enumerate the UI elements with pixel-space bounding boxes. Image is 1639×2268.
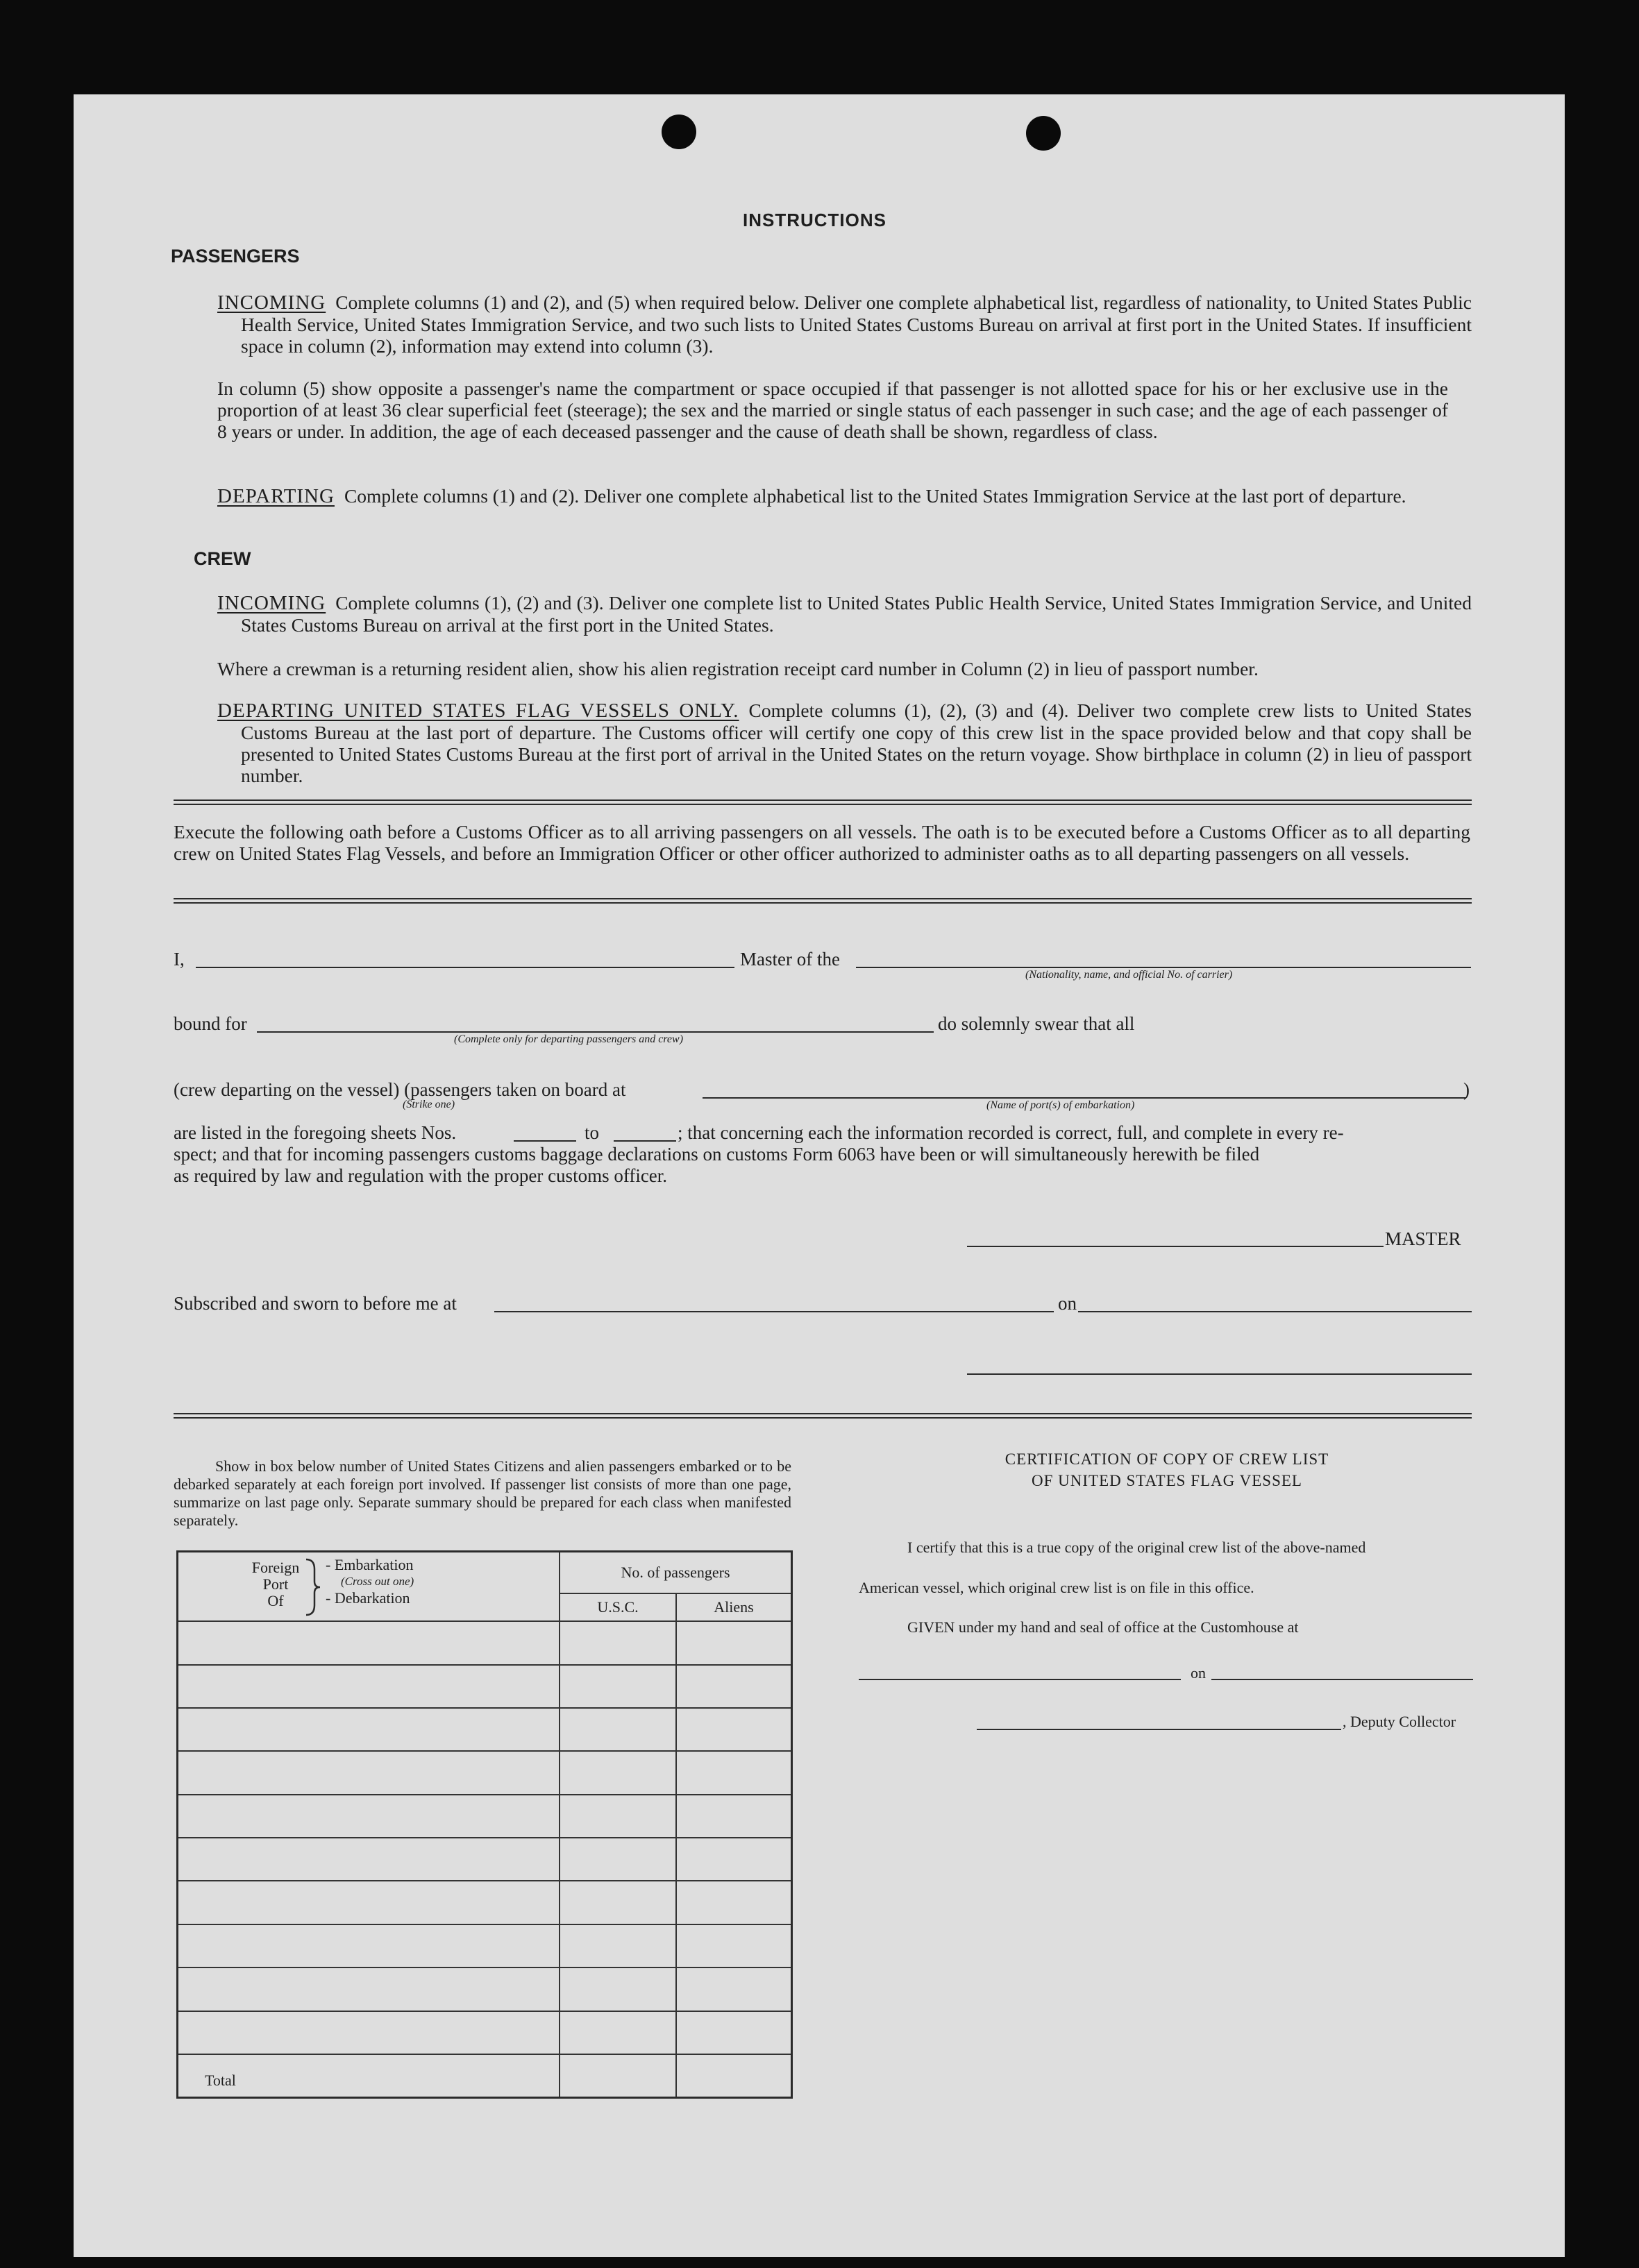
passenger-summary-table: [176, 1550, 793, 2099]
port-cell[interactable]: [178, 1665, 560, 1708]
carrier-caption: (Nationality, name, and official No. of carrier): [1025, 969, 1233, 981]
table-row: [178, 1751, 792, 1794]
punch-hole-right: [1026, 116, 1061, 151]
port-header-cell: [178, 1552, 560, 1622]
subscribed-label: Subscribed and sworn to before me at: [174, 1293, 457, 1314]
brace-icon: [303, 1558, 323, 1616]
aliens-cell[interactable]: [676, 1708, 792, 1751]
ports-embarkation-field[interactable]: [703, 1097, 1466, 1099]
total-label: Total: [178, 2054, 560, 2097]
usc-header: U.S.C.: [560, 1593, 676, 1621]
american-vessel-text: American vessel, which original crew list is on file in this office.: [859, 1579, 1254, 1596]
sworn-date-field[interactable]: [1078, 1311, 1472, 1312]
table-row: [178, 1838, 792, 1881]
certification-title-line-2: OF UNITED STATES FLAG VESSEL: [1032, 1472, 1302, 1489]
sheets-text: ; that concerning each the information recorded is correct, full, and complete in every re-: [678, 1122, 1344, 1143]
master-label: MASTER: [1385, 1228, 1461, 1249]
oath-intro: Execute the following oath before a Customs Officer as to all arriving passengers on all vessels. The oath is to be executed before a Customs Officer as to all departing crew on United States Flag Vessels, and before an Immigration Officer or other officer authorized to administer oaths as to all departing passengers on all vessels.: [174, 821, 1470, 864]
certification-on-label: on: [1191, 1664, 1206, 1682]
aliens-cell[interactable]: [676, 1795, 792, 1838]
port-cell[interactable]: [178, 2011, 560, 2054]
given-text: GIVEN under my hand and seal of office at the Customhouse at: [907, 1618, 1299, 1636]
foreign-label: Foreign: [251, 1559, 300, 1576]
sworn-on-label: on: [1058, 1293, 1077, 1314]
crew-incoming-text: Complete columns (1), (2) and (3). Deliver one complete list to United States Public Health Service, United States Immigration Service, and United States Customs Bureau on arrival at the first port in the United States.: [241, 592, 1472, 636]
oath-i-label: I,: [174, 949, 185, 970]
of-label: Of: [267, 1592, 284, 1609]
aliens-cell[interactable]: [676, 1751, 792, 1794]
usc-cell[interactable]: [560, 1708, 676, 1751]
usc-cell[interactable]: [560, 1795, 676, 1838]
cross-out-caption: (Cross out one): [341, 1575, 414, 1588]
usc-cell[interactable]: [560, 1838, 676, 1881]
aliens-header: Aliens: [676, 1593, 792, 1621]
crew-resident-paragraph: Where a crewman is a returning resident alien, show his alien registration receipt card number in Column (2) in lieu of passport number.: [217, 658, 1259, 679]
sheets-text-3: as required by law and regulation with the proper customs officer.: [174, 1165, 668, 1186]
punch-hole-left: [662, 115, 696, 149]
complete-only-caption: (Complete only for departing passengers and crew): [454, 1033, 684, 1045]
table-row: [178, 1881, 792, 1924]
table-row: [178, 1795, 792, 1838]
section-divider: [174, 799, 1472, 805]
deputy-collector-label: , Deputy Collector: [1343, 1713, 1456, 1730]
sheets-to-label: to: [585, 1122, 600, 1143]
certify-text: I certify that this is a true copy of the original crew list of the above-named: [907, 1539, 1366, 1556]
sheets-label: are listed in the foregoing sheets Nos.: [174, 1122, 457, 1143]
master-signature-field[interactable]: [967, 1246, 1384, 1247]
total-row: [178, 2054, 792, 2097]
total-aliens-cell[interactable]: [676, 2054, 792, 2097]
port-cell[interactable]: [178, 1838, 560, 1881]
table-row: [178, 1708, 792, 1751]
carrier-field[interactable]: [856, 967, 1471, 968]
port-label: Port: [262, 1575, 289, 1593]
crew-departing-label: DEPARTING UNITED STATES FLAG VESSELS ONLY.: [217, 700, 739, 722]
certification-title: [872, 1448, 1462, 1491]
crew-heading: CREW: [194, 548, 251, 569]
aliens-cell[interactable]: [676, 1924, 792, 1967]
port-cell[interactable]: [178, 1708, 560, 1751]
officer-signature-field[interactable]: [967, 1373, 1472, 1375]
passengers-incoming-paragraph: [217, 291, 1472, 357]
master-of-label: Master of the: [740, 949, 840, 970]
sheet-from-field[interactable]: [514, 1140, 576, 1142]
crew-incoming-paragraph: [217, 592, 1472, 636]
sworn-place-field[interactable]: [494, 1311, 1054, 1312]
bound-for-label: bound for: [174, 1013, 247, 1034]
port-cell[interactable]: [178, 1795, 560, 1838]
deputy-collector-signature[interactable]: [977, 1729, 1341, 1730]
table-row: [178, 1665, 792, 1708]
crew-departing-text: Complete columns (1), (2), (3) and (4). Deliver two complete crew lists to United States Customs Bureau at the last port of departure. The Customs officer will certify one copy of this crew list in the space provided below and that copy shall be presented to United States Customs Bureau at the first port of arrival in the United States on the return voyage. Show birthplace in column (2) in lieu of passport number.: [241, 700, 1472, 786]
usc-cell[interactable]: [560, 1967, 676, 2011]
aliens-cell[interactable]: [676, 1621, 792, 1664]
master-name-field[interactable]: [196, 967, 734, 968]
passengers-departing-paragraph: [217, 485, 1472, 507]
section-divider: [174, 1413, 1472, 1419]
crew-incoming-label: INCOMING: [217, 592, 326, 614]
close-paren: ): [1463, 1079, 1470, 1100]
table-row: [178, 1621, 792, 1664]
usc-cell[interactable]: [560, 1665, 676, 1708]
crew-departing-paragraph: [217, 700, 1472, 786]
section-divider: [174, 898, 1472, 904]
usc-cell[interactable]: [560, 1621, 676, 1664]
solemnly-swear-text: do solemnly swear that all: [938, 1013, 1135, 1034]
certification-title-line-1: CERTIFICATION OF COPY OF CREW LIST: [1005, 1450, 1329, 1468]
passengers-departing-text: Complete columns (1) and (2). Deliver one complete alphabetical list to the United States Immigration Service at the last port of departure.: [344, 485, 1406, 507]
crew-passengers-text: (crew departing on the vessel) (passengers taken on board at: [174, 1079, 626, 1100]
usc-cell[interactable]: [560, 1881, 676, 1924]
sheet-to-field[interactable]: [614, 1140, 676, 1142]
total-usc-cell[interactable]: [560, 2054, 676, 2097]
ports-caption: (Name of port(s) of embarkation): [986, 1099, 1135, 1111]
customhouse-field[interactable]: [859, 1679, 1181, 1680]
usc-cell[interactable]: [560, 1924, 676, 1967]
port-cell[interactable]: [178, 1924, 560, 1967]
debarkation-option[interactable]: - Debarkation: [326, 1589, 410, 1607]
aliens-cell[interactable]: [676, 1881, 792, 1924]
aliens-cell[interactable]: [676, 1967, 792, 2011]
port-cell[interactable]: [178, 1751, 560, 1794]
port-cell[interactable]: [178, 1967, 560, 2011]
table-row: [178, 1924, 792, 1967]
summary-instructions: Show in box below number of United States Citizens and alien passengers embarked or to be debarked separately at each foreign port involved. If passenger list consists of more than one page, summarize on last page only. Separate summary should be prepared for each class when manifested separately.: [174, 1457, 791, 1529]
usc-cell[interactable]: [560, 1751, 676, 1794]
aliens-cell[interactable]: [676, 2011, 792, 2054]
column5-paragraph: In column (5) show opposite a passenger's name the compartment or space occupied if that passenger is not allotted space for his or her exclusive use in the proportion of at least 36 clear superficial feet (steerage); the sex and the married or single status of each passenger in such case; and the age of each passenger of 8 years or under. In addition, the age of each deceased passenger and the cause of death shall be shown, regardless of class.: [217, 378, 1448, 442]
passengers-departing-label: DEPARTING: [217, 485, 335, 507]
usc-cell[interactable]: [560, 2011, 676, 2054]
bound-for-field[interactable]: [257, 1031, 934, 1033]
sheets-text-2: spect; and that for incoming passengers customs baggage declarations on customs Form 6063 have been or will simultaneously herewith be filed: [174, 1144, 1260, 1165]
passengers-incoming-text: Complete columns (1) and (2), and (5) when required below. Deliver one complete alphabetical list, regardless of nationality, to United States Public Health Service, United States Immigration Service, and two such lists to United States Customs Bureau on arrival at first port in the United States. If insufficient space in column (2), information may extend into column (3).: [241, 291, 1472, 357]
port-cell[interactable]: [178, 1881, 560, 1924]
aliens-cell[interactable]: [676, 1665, 792, 1708]
embarkation-option[interactable]: - Embarkation: [326, 1556, 414, 1573]
passengers-heading: PASSENGERS: [171, 246, 300, 266]
strike-one-caption: (Strike one): [403, 1099, 455, 1110]
port-cell[interactable]: [178, 1621, 560, 1664]
aliens-cell[interactable]: [676, 1838, 792, 1881]
passengers-incoming-label: INCOMING: [217, 291, 326, 314]
certification-date-field[interactable]: [1211, 1679, 1473, 1680]
no-of-passengers-header: No. of passengers: [560, 1552, 792, 1593]
table-row: [178, 2011, 792, 2054]
table-row: [178, 1967, 792, 2011]
instructions-title: INSTRUCTIONS: [743, 210, 886, 230]
